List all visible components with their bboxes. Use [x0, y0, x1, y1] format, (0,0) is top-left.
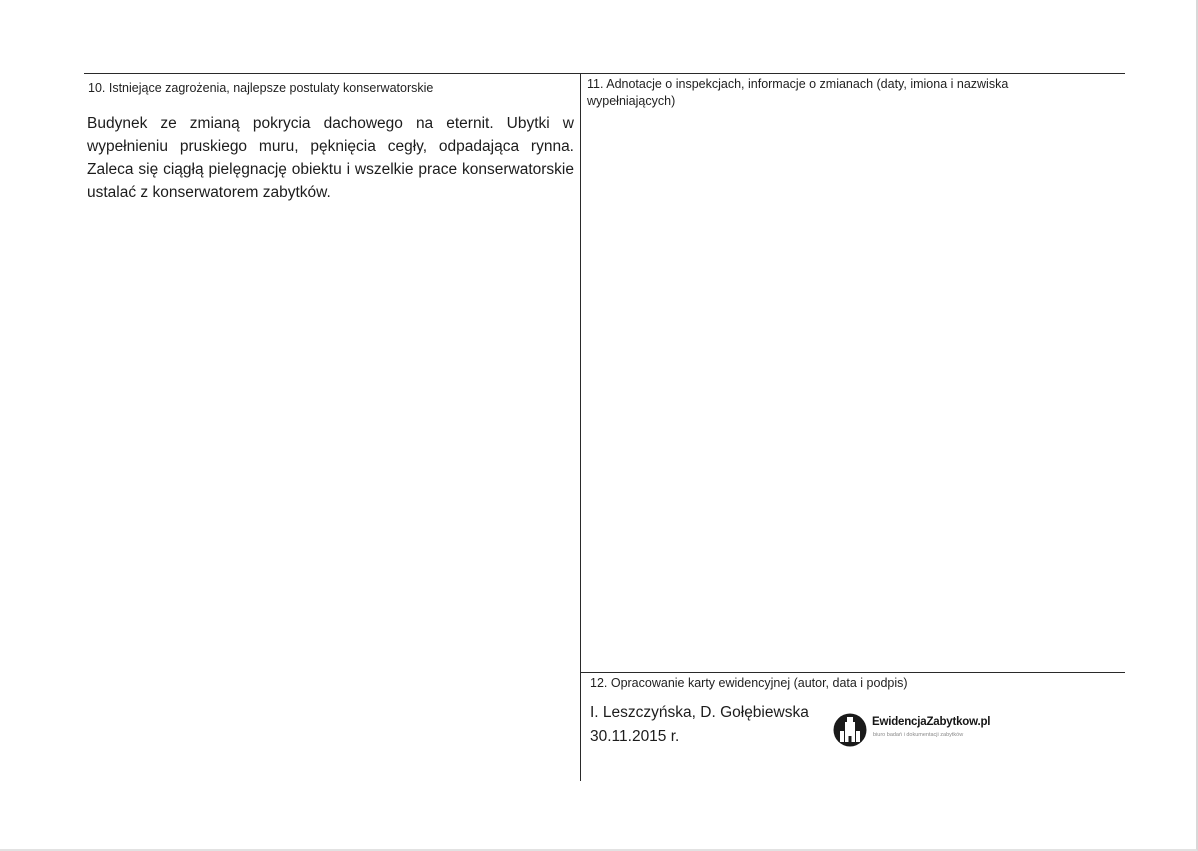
section11-label-line1: 11. Adnotacje o inspekcjach, informacje o zmianach (daty, imiona i nazwiska: [587, 77, 1009, 91]
building-silhouette-icon: [832, 713, 868, 747]
section10-text: Budynek ze zmianą pokrycia dachowego na eternit. Ubytki w wypełnieniu pruskiego muru, pęknięcia cegły, odpadająca rynna. Zaleca się ciągłą pielęgnację obiektu i wszelkie prace konserwatorskie ustalać z konserwatorem zabytków.: [87, 115, 574, 201]
section11-label-line2: wypełniających): [587, 94, 676, 108]
section11-top-rule: [580, 73, 1125, 74]
logo: [832, 713, 992, 747]
section10-top-rule: [84, 73, 580, 74]
section12-top-rule: [580, 672, 1125, 673]
section12-date: 30.11.2015 r.: [590, 728, 680, 745]
column-divider: [580, 73, 581, 781]
section12-authors: I. Leszczyńska, D. Gołębiewska: [590, 704, 809, 721]
logo-name: EwidencjaZabytkow.pl: [872, 716, 991, 728]
section12-label: 12. Opracowanie karty ewidencyjnej (autor, data i podpis): [590, 676, 908, 690]
logo-tagline: biuro badań i dokumentacji zabytków: [873, 732, 964, 738]
section10-label: 10. Istniejące zagrożenia, najlepsze postulaty konserwatorskie: [88, 81, 434, 95]
